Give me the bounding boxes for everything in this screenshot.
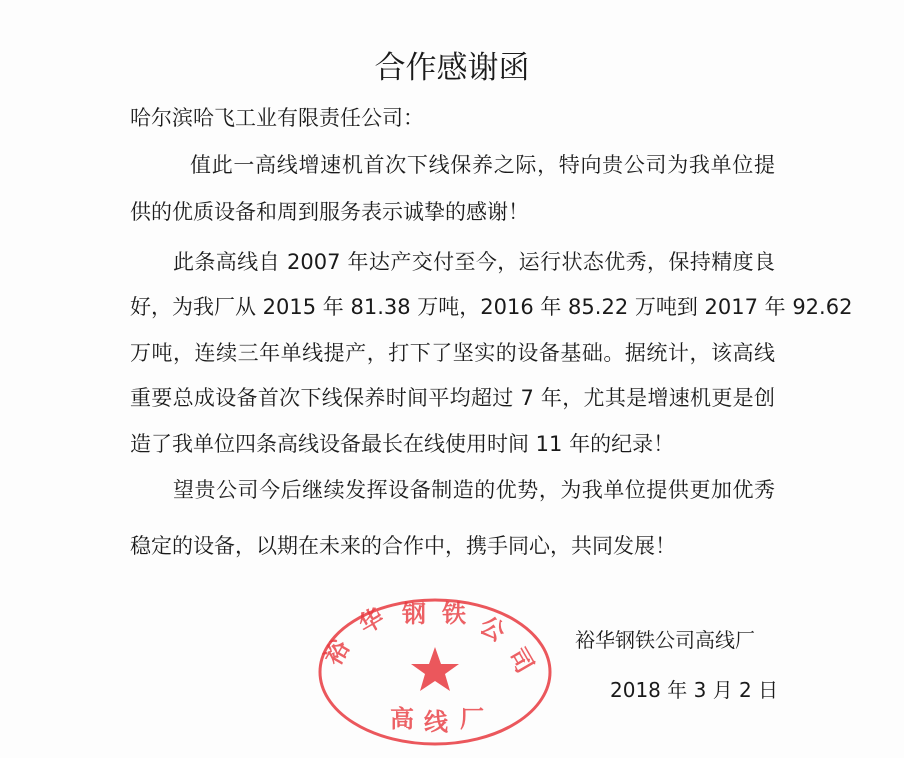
svg-text:华: 华	[354, 602, 389, 640]
svg-text:铁: 铁	[442, 600, 466, 628]
svg-text:厂: 厂	[460, 705, 484, 733]
signature: 裕华钢铁公司高线厂	[575, 628, 755, 652]
body-line: 值此一高线增速机首次下线保养之际，特向贵公司为我单位提	[190, 153, 775, 177]
body-line: 供的优质设备和周到服务表示诚挚的感谢！	[130, 200, 529, 224]
star-icon	[411, 647, 459, 691]
svg-text:线: 线	[424, 708, 448, 736]
body-line: 稳定的设备，以期在未来的合作中，携手同心，共同发展！	[130, 534, 676, 558]
svg-text:钢: 钢	[402, 600, 426, 628]
body-line: 好，为我厂从 2015 年 81.38 万吨，2016 年 85.22 万吨到 2017 年 92.62	[130, 295, 853, 319]
svg-text:裕: 裕	[318, 635, 356, 670]
letter-title: 合作感谢函	[374, 50, 530, 86]
svg-text:公: 公	[475, 610, 510, 648]
body-line: 万吨，连续三年单线提产，打下了坚实的设备基础。据统计，该高线	[130, 341, 775, 365]
body-line: 重要总成设备首次下线保养时间平均超过 7 年，尤其是增速机更是创	[130, 386, 775, 410]
body-line: 此条高线自 2007 年达产交付至今，运行状态优秀，保持精度良	[173, 250, 775, 274]
salutation: 哈尔滨哈飞工业有限责任公司：	[130, 106, 424, 130]
body-line: 造了我单位四条高线设备最长在线使用时间 11 年的纪录！	[130, 432, 675, 456]
body-line: 望贵公司今后继续发挥设备制造的优势，为我单位提供更加优秀	[173, 478, 775, 502]
svg-text:高: 高	[390, 705, 414, 733]
official-seal	[310, 592, 560, 752]
letter-date: 2018 年 3 月 2 日	[610, 678, 779, 702]
svg-text:司: 司	[502, 643, 540, 678]
